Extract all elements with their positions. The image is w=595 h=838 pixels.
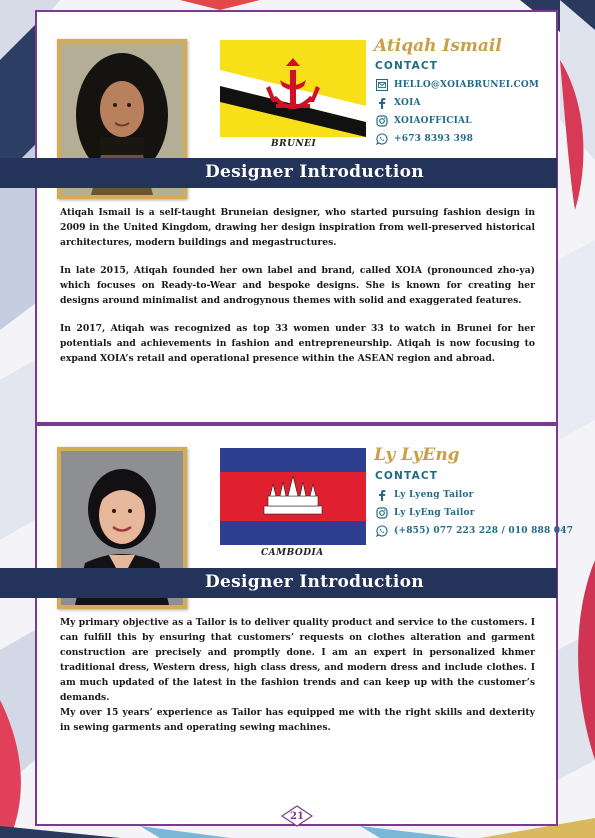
country-flag-cambodia [220, 448, 366, 545]
designer-name: Atiqah Ismail [374, 36, 502, 56]
designer-introduction-text [60, 205, 535, 379]
paragraph: In late 2015, Atiqah founded her own label and brand, called XOIA (pronounced zho-ya) which focuses on Ready-to-Wear and bespoke designs. She is known for creating her designs around minimalist and androgynous themes with solid and exaggerated features. [60, 265, 535, 306]
section-title: Designer Introduction [205, 162, 424, 182]
contact-heading: CONTACT [375, 470, 439, 482]
whatsapp-icon [376, 133, 388, 145]
facebook-icon [376, 97, 388, 109]
country-label: BRUNEI [271, 139, 317, 149]
paragraph: My over 15 years’ experience as Tailor has equipped me with the right skills and dexterity in sewing garments and operating sewing machines. [60, 707, 535, 733]
whatsapp-icon [376, 525, 388, 537]
country-flag-brunei [220, 40, 366, 137]
contact-facebook: XOIA [394, 98, 421, 108]
section-title: Designer Introduction [205, 572, 424, 592]
contact-item-whatsapp[interactable] [376, 130, 539, 148]
contact-instagram: Ly LyEng Tailor [394, 508, 475, 518]
contact-item-facebook[interactable] [376, 486, 573, 504]
contact-instagram: XOIAOFFICIAL [394, 116, 472, 126]
contact-heading: CONTACT [375, 60, 439, 72]
paragraph: Atiqah Ismail is a self-taught Bruneian designer, who started pursuing fashion design in 2009 in the United Kingdom, drawing her design inspiration from well-preserved historical architectures, modern buildings and megastructures. [60, 207, 535, 248]
section-banner [0, 568, 557, 598]
contact-item-instagram[interactable] [376, 112, 539, 130]
contact-item-email[interactable] [376, 76, 539, 94]
contact-phone: (+855) 077 223 228 / 010 888 047 [394, 526, 574, 536]
paragraph: In 2017, Atiqah was recognized as top 33 women under 33 to watch in Brunei for her potentials and achievements in fashion and entrepreneurship. Atiqah is now focusing to expand XOIA’s retail and operational presence within the ASEAN region and abroad. [60, 323, 535, 364]
page-number [281, 805, 313, 827]
country-label: CAMBODIA [261, 548, 324, 558]
contact-phone: +673 8393 398 [394, 134, 474, 144]
instagram-icon [376, 115, 388, 127]
section-banner [0, 158, 557, 188]
facebook-icon [376, 489, 388, 501]
instagram-icon [376, 507, 388, 519]
contact-facebook: Ly Lyeng Tailor [394, 490, 474, 500]
contact-item-facebook[interactable] [376, 94, 539, 112]
page-number-text: 21 [290, 810, 304, 822]
designer-name: Ly LyEng [374, 445, 460, 465]
contact-list [376, 76, 539, 148]
contact-list [376, 486, 573, 540]
contact-item-whatsapp[interactable] [376, 522, 573, 540]
paragraph: My primary objective as a Tailor is to deliver quality product and service to the customers. I can fulfill this by ensuring that customers’ requests on clothes alteration and garment construction are precisely and promptly done. I am an expert in personalized khmer traditional dress, Western dress, high class dress, and modern dress and include clothes. I am much updated of the latest in the fashion trends and can keep up with the customer’s demands. [60, 617, 535, 703]
designer-introduction-text [60, 615, 535, 748]
contact-email: HELLO@XOIABRUNEI.COM [394, 80, 540, 90]
email-icon [376, 79, 388, 91]
contact-item-instagram[interactable] [376, 504, 573, 522]
